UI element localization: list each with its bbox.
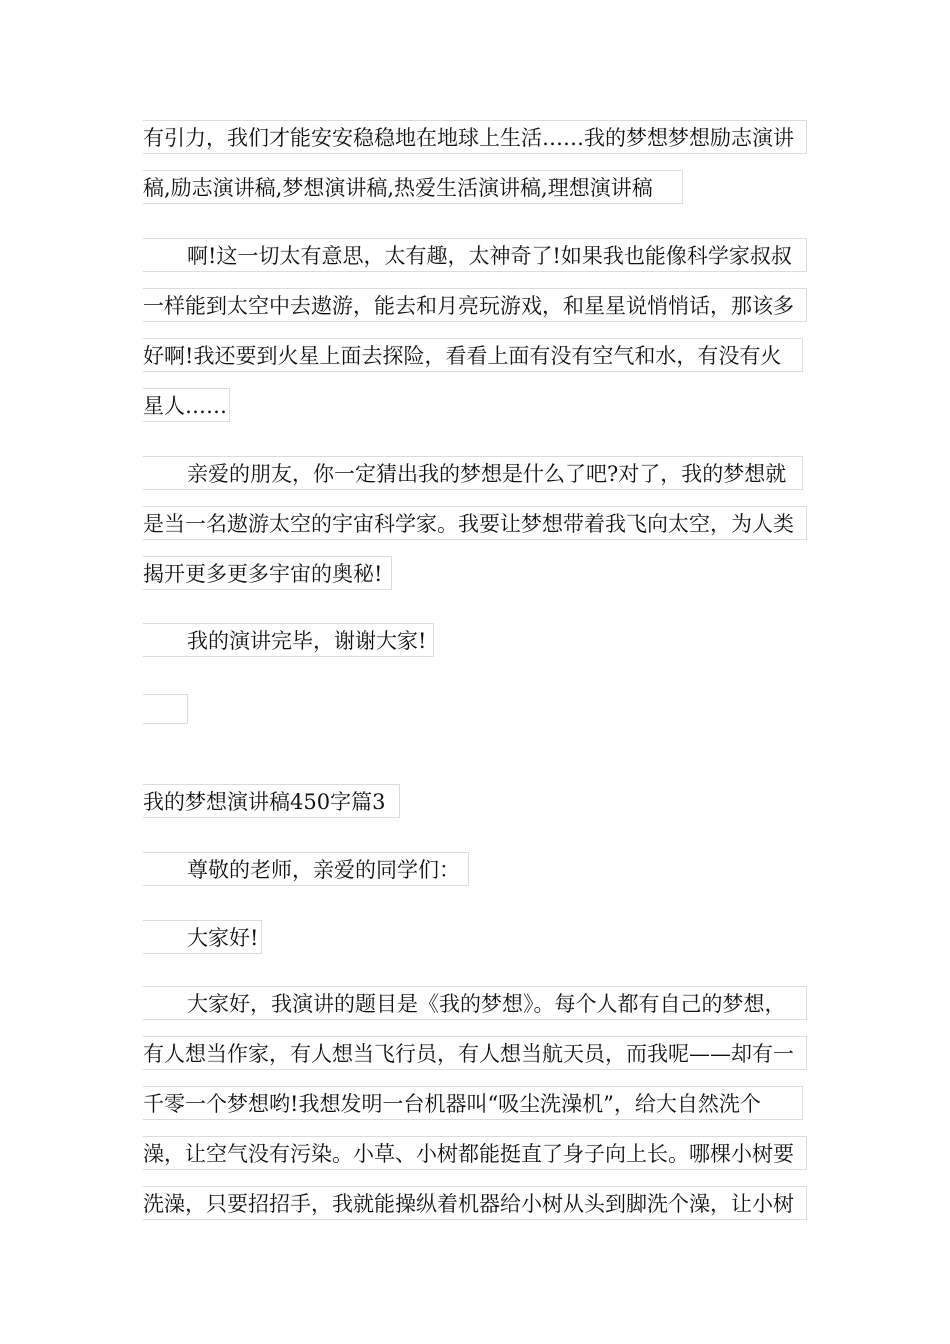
line-text: 有引力，我们才能安安稳稳地在地球上生活……我的梦想梦想励志演讲 <box>143 126 794 150</box>
line-text: 稿,励志演讲稿,梦想演讲稿,热爱生活演讲稿,理想演讲稿 <box>143 176 653 200</box>
line-text: 星人…… <box>143 394 227 418</box>
text-line <box>143 238 807 272</box>
section-heading <box>143 784 400 818</box>
text-line <box>143 288 807 322</box>
line-text: 有人想当作家，有人想当飞行员，有人想当航天员，而我呢——却有一 <box>143 1042 794 1066</box>
line-text: 我的演讲完毕，谢谢大家! <box>187 629 427 653</box>
text-line <box>143 852 469 886</box>
line-text: 澡，让空气没有污染。小草、小树都能挺直了身子向上长。哪棵小树要 <box>143 1142 794 1166</box>
line-text: 是当一名遨游太空的宇宙科学家。我要让梦想带着我飞向太空，为人类 <box>143 512 794 536</box>
text-line <box>143 1186 807 1220</box>
text-line <box>143 1036 807 1070</box>
empty-line-box <box>143 694 188 724</box>
text-line <box>143 623 434 657</box>
line-text: 大家好，我演讲的题目是《我的梦想》。每个人都有自己的梦想， <box>187 992 786 1016</box>
line-text: 亲爱的朋友，你一定猜出我的梦想是什么了吧?对了，我的梦想就 <box>187 462 787 486</box>
line-text: 一样能到太空中去遨游，能去和月亮玩游戏，和星星说悄悄话，那该多 <box>143 294 794 318</box>
heading-text: 我的梦想演讲稿450字篇3 <box>143 790 386 814</box>
text-line <box>143 1086 803 1120</box>
text-line <box>143 170 683 204</box>
line-text: 千零一个梦想哟!我想发明一台机器叫“吸尘洗澡机”，给大自然洗个 <box>143 1092 761 1116</box>
text-line <box>143 120 807 154</box>
text-line <box>143 920 262 954</box>
text-line <box>143 1136 807 1170</box>
text-line <box>143 506 807 540</box>
line-text: 尊敬的老师，亲爱的同学们： <box>187 858 460 882</box>
text-line <box>143 338 803 372</box>
line-text: 揭开更多更多宇宙的奥秘! <box>143 562 383 586</box>
text-line <box>143 986 807 1020</box>
line-text: 啊!这一切太有意思，太有趣，太神奇了!如果我也能像科学家叔叔 <box>187 244 792 268</box>
text-line <box>143 556 392 590</box>
text-line <box>143 388 230 422</box>
text-line <box>143 456 803 490</box>
line-text: 好啊!我还要到火星上面去探险，看看上面有没有空气和水，有没有火 <box>143 344 782 368</box>
line-text: 大家好! <box>187 926 259 950</box>
line-text: 洗澡，只要招招手，我就能操纵着机器给小树从头到脚洗个澡，让小树 <box>143 1192 794 1216</box>
